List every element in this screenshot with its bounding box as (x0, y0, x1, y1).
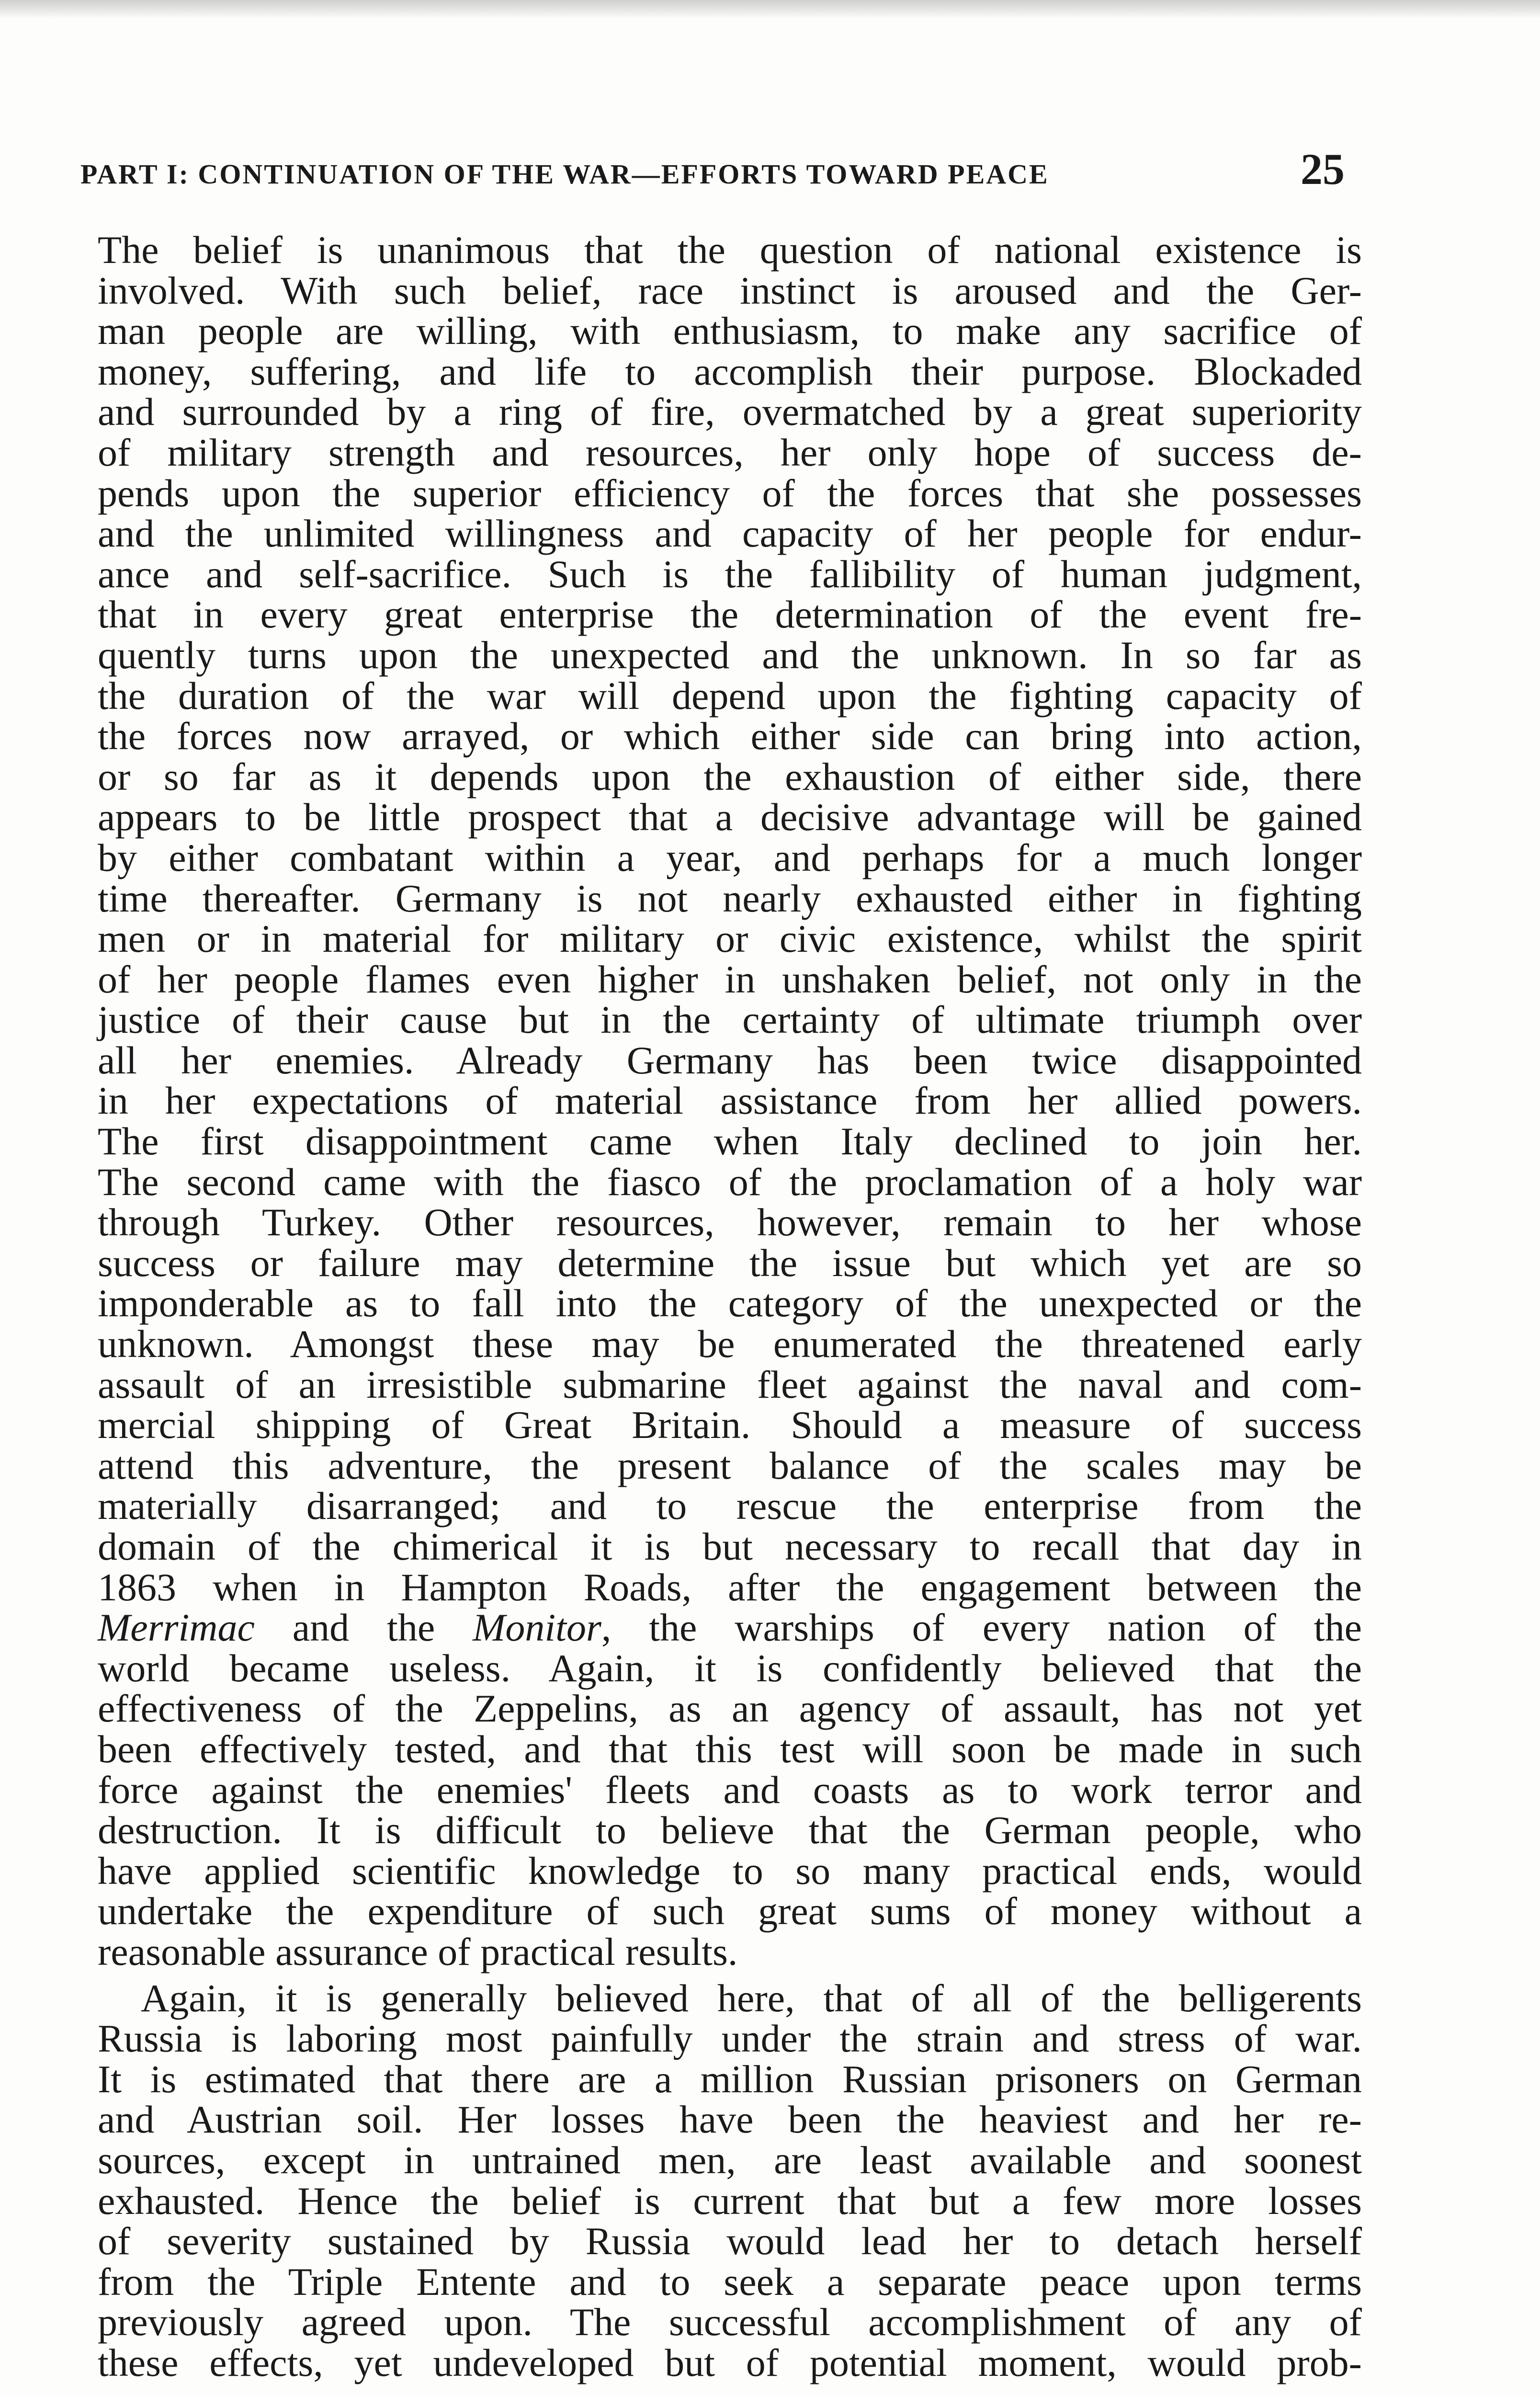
text-line: pends upon the superior efficiency of the forces that she possesses (98, 471, 1362, 515)
text-line: appears to be little prospect that a decisive advantage will be gained (98, 795, 1362, 839)
text-line: these effects, yet undeveloped but of potential moment, would prob- (98, 2340, 1362, 2384)
text-line: men or in material for military or civic existence, whilst the spirit (98, 917, 1362, 961)
text-line: success or failure may determine the issue but which yet are so (98, 1241, 1362, 1285)
text-line: of military strength and resources, her only hope of success de- (98, 430, 1362, 474)
text-segment: and the (254, 1606, 473, 1650)
text-line: Again, it is generally believed here, that of all of the belligerents (141, 1976, 1362, 2020)
text-line: materially disarranged; and to rescue the enterprise from the (98, 1484, 1362, 1528)
text-line-with-ship-names (98, 1608, 1362, 1648)
text-line: in her expectations of material assistance from her allied powers. (98, 1079, 1362, 1123)
text-line: time thereafter. Germany is not nearly exhausted either in fighting (98, 876, 1362, 920)
text-line: The first disappointment came when Italy declined to join her. (98, 1119, 1362, 1163)
text-line: attend this adventure, the present balance of the scales may be (98, 1443, 1362, 1487)
text-line: been effectively tested, and that this test will soon be made in such (98, 1727, 1362, 1771)
text-line: The belief is unanimous that the question of national existence is (98, 228, 1362, 272)
running-title: PART I: CONTINUATION OF THE WAR—EFFORTS TOWARD PEACE (80, 159, 1049, 190)
text-line: money, suffering, and life to accomplish their purpose. Blockaded (98, 349, 1362, 393)
text-line: and the unlimited willingness and capacity of her people for endur- (98, 512, 1362, 556)
text-line: 1863 when in Hampton Roads, after the engagement between the (98, 1565, 1362, 1609)
scan-edge-shadow (0, 0, 1540, 19)
text-line: sources, except in untrained men, are least available and soonest (98, 2138, 1362, 2182)
ship-name-monitor: Monitor (473, 1606, 601, 1650)
page-number: 25 (1301, 145, 1345, 194)
text-line: previously agreed upon. The successful accomplishment of any of (98, 2300, 1362, 2344)
text-line: and surrounded by a ring of fire, overmatched by a great superiority (98, 390, 1362, 434)
text-line: man people are willing, with enthusiasm, to make any sacrifice of (98, 309, 1362, 353)
text-line: that in every great enterprise the determination of the event fre- (98, 593, 1362, 637)
ship-name-merrimac: Merrimac (98, 1606, 255, 1650)
text-line: undertake the expenditure of such great sums of money without a (98, 1889, 1362, 1933)
body-text (98, 230, 1362, 2383)
paragraph-2 (98, 1978, 1362, 2384)
text-line: assault of an irresistible submarine fleet against the naval and com- (98, 1362, 1362, 1406)
text-line: justice of their cause but in the certainty of ultimate triumph over (98, 998, 1362, 1042)
text-line: effectiveness of the Zeppelins, as an agency of assault, has not yet (98, 1687, 1362, 1731)
running-header (80, 144, 1345, 196)
paragraph-1 (98, 230, 1362, 1973)
text-line: by either combatant within a year, and perhaps for a much longer (98, 835, 1362, 879)
text-segment: , the warships of every nation of the (601, 1606, 1362, 1650)
text-line: unknown. Amongst these may be enumerated the threatened early (98, 1322, 1362, 1366)
text-line: world became useless. Again, it is confidently believed that the (98, 1646, 1362, 1690)
text-line: imponderable as to fall into the category of the unexpected or the (98, 1281, 1362, 1325)
text-line: of her people flames even higher in unshaken belief, not only in the (98, 957, 1362, 1001)
text-line: through Turkey. Other resources, however, remain to her whose (98, 1200, 1362, 1244)
text-line: exhausted. Hence the belief is current that but a few more losses (98, 2178, 1362, 2223)
text-line: the forces now arrayed, or which either side can bring into action, (98, 714, 1362, 758)
text-line: the duration of the war will depend upon the fighting capacity of (98, 673, 1362, 718)
text-line: The second came with the fiasco of the proclamation of a holy war (98, 1160, 1362, 1204)
text-line: ance and self-sacrifice. Such is the fallibility of human judgment, (98, 552, 1362, 596)
text-line: domain of the chimerical it is but necessary to recall that day in (98, 1525, 1362, 1568)
text-line: It is estimated that there are a million Russian prisoners on German (98, 2057, 1362, 2101)
text-line: or so far as it depends upon the exhaustion of either side, there (98, 754, 1362, 798)
text-line: force against the enemies' fleets and coasts as to work terror and (98, 1768, 1362, 1812)
text-line: quently turns upon the unexpected and the unknown. In so far as (98, 633, 1362, 677)
text-line: mercial shipping of Great Britain. Should a measure of success (98, 1403, 1362, 1447)
text-line: all her enemies. Already Germany has been twice disappointed (98, 1038, 1362, 1082)
text-line: of severity sustained by Russia would lead her to detach herself (98, 2219, 1362, 2263)
text-line: have applied scientific knowledge to so many practical ends, would (98, 1848, 1362, 1893)
text-line: involved. With such belief, race instinct is aroused and the Ger- (98, 268, 1362, 312)
text-line: and Austrian soil. Her losses have been the heaviest and her re- (98, 2098, 1362, 2142)
text-line: destruction. It is difficult to believe that the German people, who (98, 1808, 1362, 1852)
text-line: reasonable assurance of practical results. (98, 1929, 738, 1973)
text-line: from the Triple Entente and to seek a separate peace upon terms (98, 2259, 1362, 2304)
text-line: Russia is laboring most painfully under the strain and stress of war. (98, 2017, 1362, 2061)
